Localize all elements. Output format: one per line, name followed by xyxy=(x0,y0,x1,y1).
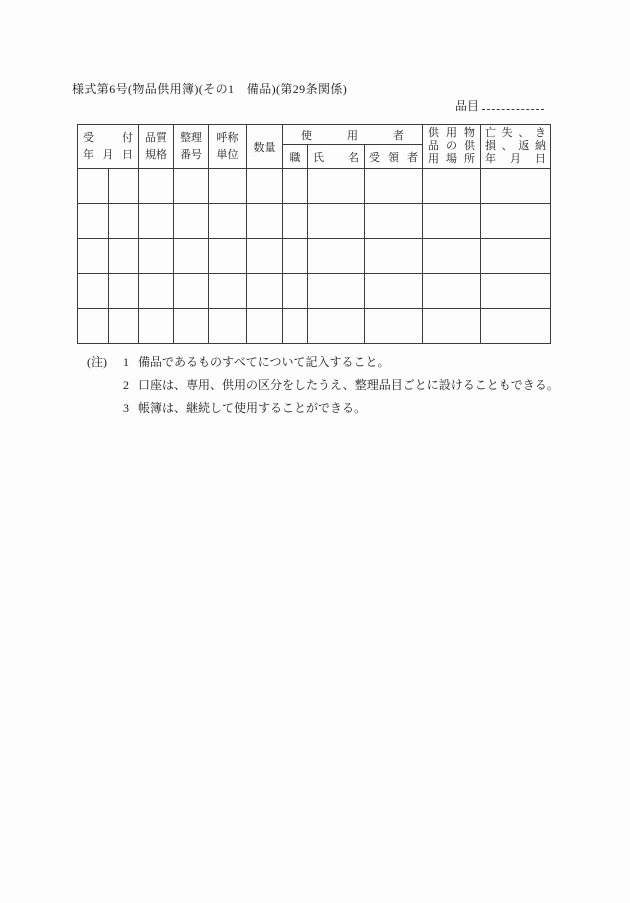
cell-ref-number xyxy=(174,204,209,239)
cell-receipt-monthday xyxy=(109,204,139,239)
header-line: 規格 xyxy=(145,148,167,161)
notes-label-spacer xyxy=(87,397,123,420)
ledger-row xyxy=(78,204,551,239)
col-header-quality-spec xyxy=(139,125,174,169)
header-row-top xyxy=(78,125,551,145)
note-text: 帳簿は、継続して使用することができる。 xyxy=(138,401,367,415)
ledger-row xyxy=(78,309,551,344)
cell-receipt-year xyxy=(78,309,109,344)
header-line: 供用物 xyxy=(428,127,476,139)
note-item xyxy=(87,397,559,420)
col-header-unit-name xyxy=(209,125,247,169)
ledger-row xyxy=(78,239,551,274)
header-line: 亡失、き xyxy=(485,127,547,139)
cell-user-recipient xyxy=(365,309,423,344)
notes-label: (注) xyxy=(87,355,107,369)
cell-unit-name xyxy=(209,309,247,344)
header-line: 年月日 xyxy=(485,153,547,165)
cell-quality-spec xyxy=(139,309,174,344)
cell-user-position xyxy=(283,239,308,274)
cell-receipt-year xyxy=(78,274,109,309)
header-line: 品の供 xyxy=(428,140,476,152)
col-header-supply-place xyxy=(423,125,481,169)
cell-quality-spec xyxy=(139,274,174,309)
note-number: 3 xyxy=(123,401,129,415)
cell-quantity xyxy=(247,169,283,204)
cell-user-recipient xyxy=(365,169,423,204)
header-line: 氏名 xyxy=(313,151,359,164)
notes-label-spacer xyxy=(87,374,123,397)
header-line: 受領者 xyxy=(369,151,419,164)
cell-unit-name xyxy=(209,169,247,204)
cell-ref-number xyxy=(174,274,209,309)
cell-quantity xyxy=(247,274,283,309)
notes-section xyxy=(87,351,559,420)
note-item xyxy=(87,351,559,374)
cell-receipt-year xyxy=(78,204,109,239)
header-line: 単位 xyxy=(216,148,239,161)
cell-supply-place xyxy=(423,239,481,274)
cell-user-recipient xyxy=(365,274,423,309)
cell-quality-spec xyxy=(139,169,174,204)
col-header-user-name xyxy=(308,145,365,169)
cell-receipt-monthday xyxy=(109,274,139,309)
header-line: 用場所 xyxy=(428,153,476,165)
col-header-receipt-date xyxy=(78,125,139,169)
header-line: 品質 xyxy=(145,131,167,144)
header-line: 損、返納 xyxy=(485,140,547,152)
cell-user-position xyxy=(283,169,308,204)
cell-user-name xyxy=(308,169,365,204)
col-header-user-recipient xyxy=(365,145,423,169)
header-line: 使用者 xyxy=(301,129,405,142)
cell-receipt-monthday xyxy=(109,309,139,344)
cell-receipt-year xyxy=(78,169,109,204)
cell-loss-return-date xyxy=(481,274,551,309)
note-text: 備品であるものすべてについて記入すること。 xyxy=(138,355,390,369)
cell-ref-number xyxy=(174,169,209,204)
cell-user-name xyxy=(308,274,365,309)
ledger-row xyxy=(78,274,551,309)
item-label: 品目 xyxy=(455,99,480,113)
col-header-loss-return-date xyxy=(481,125,551,169)
item-field xyxy=(455,97,544,114)
header-line: 呼称 xyxy=(216,131,239,144)
header-line: 年月日 xyxy=(83,148,133,161)
cell-user-position xyxy=(283,274,308,309)
item-fill-line xyxy=(482,98,544,110)
col-header-ref-number xyxy=(174,125,209,169)
cell-supply-place xyxy=(423,204,481,239)
note-number: 1 xyxy=(123,355,129,369)
cell-quality-spec xyxy=(139,239,174,274)
cell-unit-name xyxy=(209,239,247,274)
cell-loss-return-date xyxy=(481,309,551,344)
cell-user-name xyxy=(308,204,365,239)
cell-supply-place xyxy=(423,309,481,344)
cell-unit-name xyxy=(209,274,247,309)
cell-receipt-monthday xyxy=(109,239,139,274)
cell-user-position xyxy=(283,204,308,239)
note-number: 2 xyxy=(123,378,129,392)
cell-receipt-year xyxy=(78,239,109,274)
cell-supply-place xyxy=(423,169,481,204)
cell-quantity xyxy=(247,309,283,344)
col-header-user-group xyxy=(283,125,423,145)
note-item xyxy=(87,374,559,397)
cell-user-name xyxy=(308,239,365,274)
header-line: 受付 xyxy=(83,131,133,144)
cell-quality-spec xyxy=(139,204,174,239)
cell-quantity xyxy=(247,204,283,239)
cell-ref-number xyxy=(174,239,209,274)
ledger-row xyxy=(78,169,551,204)
cell-user-position xyxy=(283,309,308,344)
col-header-quantity: 数量 xyxy=(247,125,283,169)
col-header-user-position: 職 xyxy=(283,145,308,169)
note-text: 口座は、専用、供用の区分をしたうえ、整理品目ごとに設けることもできる。 xyxy=(138,378,559,392)
cell-unit-name xyxy=(209,204,247,239)
cell-ref-number xyxy=(174,309,209,344)
cell-loss-return-date xyxy=(481,169,551,204)
supply-ledger-table xyxy=(77,124,551,344)
cell-loss-return-date xyxy=(481,204,551,239)
cell-receipt-monthday xyxy=(109,169,139,204)
cell-user-recipient xyxy=(365,204,423,239)
cell-supply-place xyxy=(423,274,481,309)
cell-loss-return-date xyxy=(481,239,551,274)
cell-quantity xyxy=(247,239,283,274)
header-line: 整理 xyxy=(180,131,202,144)
cell-user-recipient xyxy=(365,239,423,274)
form-title: 様式第6号(物品供用簿)(その1 備品)(第29条関係) xyxy=(72,82,348,96)
cell-user-name xyxy=(308,309,365,344)
header-line: 番号 xyxy=(180,148,202,161)
